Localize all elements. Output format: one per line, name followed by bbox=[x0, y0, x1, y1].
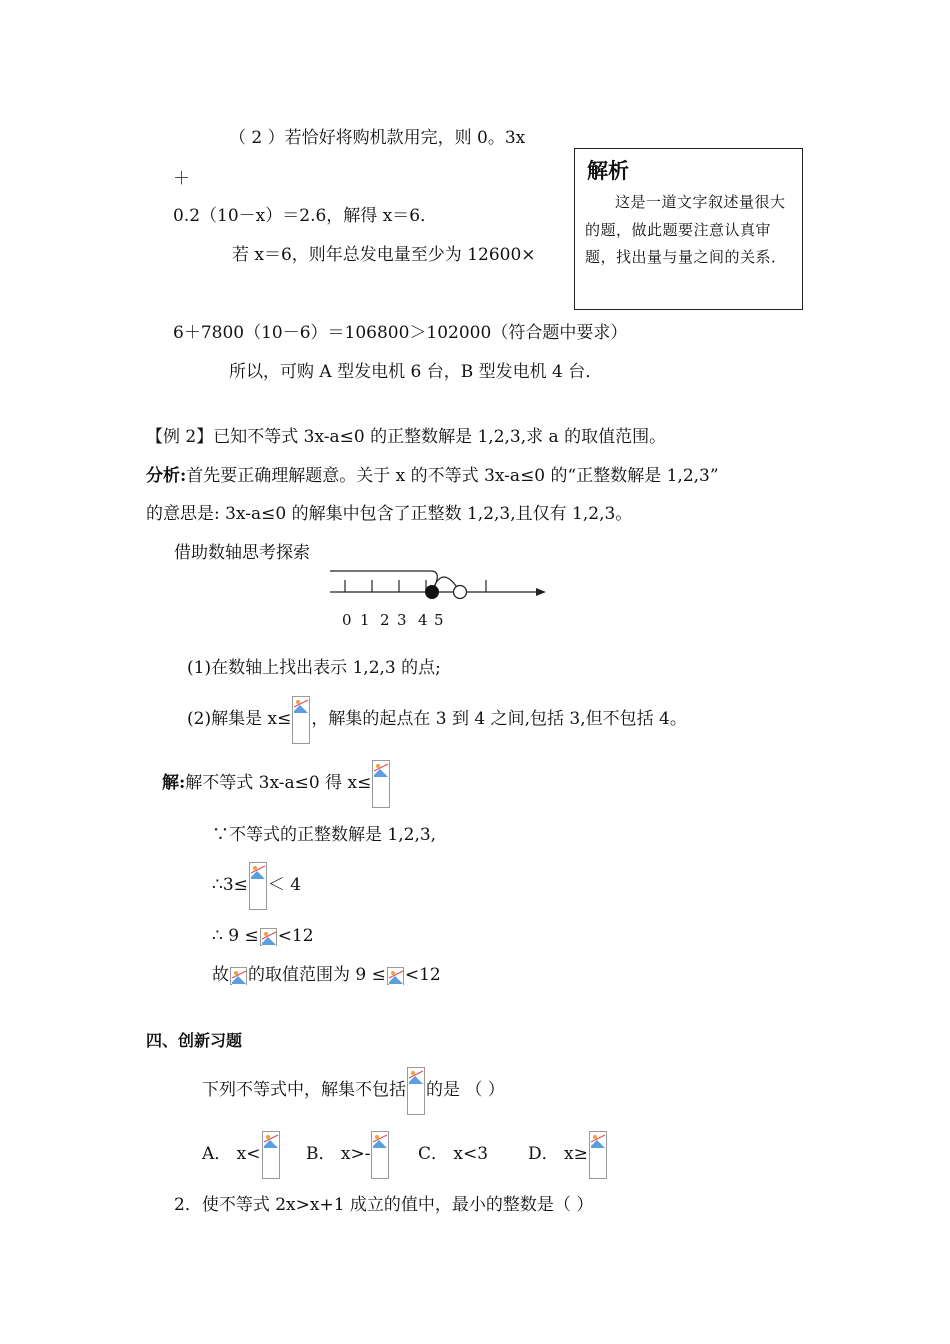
conclusion-a: 故 bbox=[212, 965, 229, 985]
tick-label-0: 0 bbox=[342, 611, 352, 629]
option-d bbox=[528, 1130, 608, 1179]
example2-question: 【例 2】已知不等式 3x-a≤0 的正整数解是 1,2,3,求 a 的取值范围。 bbox=[146, 427, 667, 447]
solution-line-5: 6＋7800（10－6）＝106800＞102000（符合题中要求） bbox=[173, 323, 628, 343]
number-line-diagram bbox=[328, 568, 552, 604]
because-line: ∵不等式的正整数解是 1,2,3, bbox=[212, 825, 437, 845]
broken-image-icon bbox=[260, 928, 277, 946]
option-a bbox=[202, 1130, 281, 1179]
tick-label-5: 5 bbox=[434, 611, 444, 629]
therefore-line-2 bbox=[212, 925, 314, 947]
analysis-box bbox=[574, 148, 803, 310]
therefore-2-a: ∴ 9 ≤ bbox=[212, 926, 259, 946]
question-1-a: 下列不等式中，解集不包括 bbox=[202, 1080, 406, 1100]
solution-text-a: 解不等式 3x-a≤0 得 x≤ bbox=[185, 773, 372, 793]
number-line-arrow bbox=[536, 588, 546, 596]
section-heading: 四、创新习题 bbox=[146, 1031, 243, 1050]
solution-line-3: 0.2（10－x）＝2.6，解得 x＝6． bbox=[173, 206, 438, 226]
option-b bbox=[306, 1130, 390, 1179]
solution-line-4: 若 x＝6，则年总发电量至少为 12600× bbox=[232, 245, 536, 265]
option-c: C． x<3 bbox=[418, 1144, 489, 1164]
solution-line-1: （ 2 ）若恰好将购机款用完，则 0。3x bbox=[229, 128, 526, 148]
tick-label-4: 4 bbox=[418, 611, 428, 629]
conclusion-line bbox=[212, 964, 441, 986]
question-1-b: 的是 （ ） bbox=[426, 1080, 505, 1100]
question-1 bbox=[202, 1066, 505, 1115]
analysis-box-body: 这是一道文字叙述量很大的题，做此题要注意认真审题，找出量与量之间的关系． bbox=[585, 193, 787, 266]
broken-image-icon bbox=[230, 967, 247, 985]
step-2-text-a: (2)解集是 x≤ bbox=[187, 709, 292, 729]
solution-label: 解: bbox=[162, 773, 186, 793]
broken-image-icon bbox=[262, 1131, 280, 1179]
broken-image-icon bbox=[407, 1067, 425, 1115]
analysis-text: 首先要正确理解题意。关于 x 的不等式 3x-a≤0 的“正整数解是 1,2,3” bbox=[186, 466, 719, 486]
broken-image-icon bbox=[249, 862, 267, 910]
therefore-line-1 bbox=[212, 861, 301, 910]
step-2 bbox=[187, 695, 687, 744]
solution-line bbox=[162, 759, 391, 808]
option-b-text: B． x>- bbox=[306, 1144, 371, 1164]
example2-analysis-line-2: 的意思是: 3x-a≤0 的解集中包含了正整数 1,2,3,且仅有 1,2,3。 bbox=[146, 504, 633, 524]
broken-image-icon bbox=[589, 1131, 607, 1179]
option-d-text: D． x≥ bbox=[528, 1144, 588, 1164]
tick-label-3: 3 bbox=[397, 611, 407, 629]
solution-line-6: 所以，可购 A 型发电机 6 台，B 型发电机 4 台． bbox=[229, 362, 603, 382]
analysis-label: 分析: bbox=[146, 466, 187, 486]
step-2-text-b: ，解集的起点在 3 到 4 之间,包括 3,但不包括 4。 bbox=[311, 709, 687, 729]
filled-point bbox=[425, 585, 439, 599]
open-point bbox=[454, 586, 467, 599]
therefore-1-a: ∴3≤ bbox=[212, 875, 248, 895]
example2-analysis-line-1 bbox=[146, 465, 719, 487]
solution-line-2: ＋ bbox=[173, 169, 190, 189]
broken-image-icon bbox=[387, 967, 404, 985]
tick-label-2: 2 bbox=[380, 611, 390, 629]
broken-image-icon bbox=[292, 696, 310, 744]
tick-label-1: 1 bbox=[360, 611, 370, 629]
therefore-1-b: ＜ 4 bbox=[267, 875, 302, 895]
conclusion-c: <12 bbox=[404, 965, 441, 985]
conclusion-b: 的取值范围为 9 ≤ bbox=[248, 965, 386, 985]
therefore-2-b: <12 bbox=[277, 926, 314, 946]
question-2: 2．使不等式 2x>x+1 成立的值中，最小的整数是（ ） bbox=[174, 1195, 594, 1215]
broken-image-icon bbox=[371, 1131, 389, 1179]
step-1: (1)在数轴上找出表示 1,2,3 的点; bbox=[187, 658, 441, 678]
option-a-text: A． x< bbox=[202, 1144, 261, 1164]
analysis-box-title: 解析 bbox=[587, 159, 629, 183]
broken-image-icon bbox=[372, 760, 390, 808]
numberline-caption: 借助数轴思考探索 bbox=[174, 543, 310, 563]
